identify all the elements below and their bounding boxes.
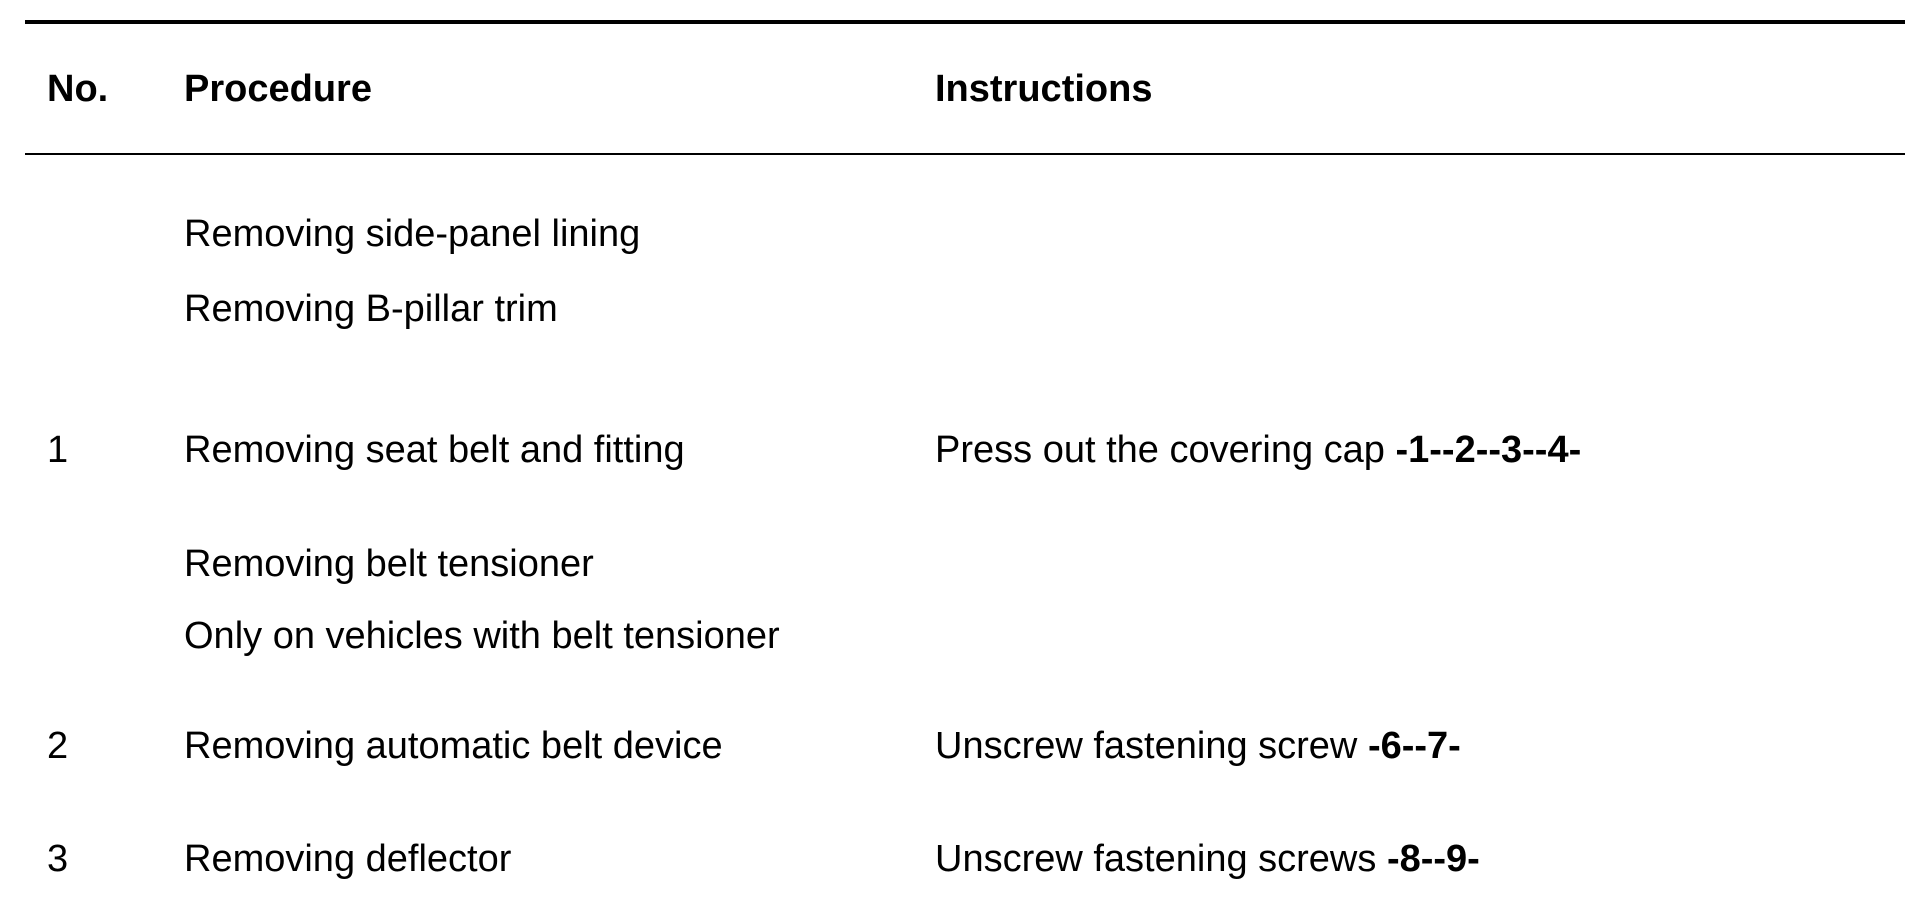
header-rule [25,153,1905,155]
step-number: 2 [47,725,69,767]
procedure-cell: Removing side-panel lining [184,213,641,255]
header-instructions: Instructions [935,68,1153,110]
procedure-cell: Removing belt tensioner [184,543,594,585]
instruction-refs: -8--9- [1386,838,1480,880]
instruction-refs: -1--2--3--4- [1395,429,1582,471]
instruction-text: Press out the covering cap [935,429,1396,471]
instruction-text: Unscrew fastening screws [935,838,1387,880]
instruction-text: Unscrew fastening screw [935,725,1368,767]
procedure-cell: Removing automatic belt device [184,725,723,767]
step-number: 1 [47,429,69,471]
instruction-cell [935,724,1461,768]
instruction-cell [935,837,1480,881]
header-no: No. [47,68,109,110]
header-procedure: Procedure [184,68,372,110]
top-rule [25,20,1905,24]
procedure-cell: Removing B-pillar trim [184,288,558,330]
procedure-note: Only on vehicles with belt tensioner [184,615,780,657]
procedure-cell: Removing seat belt and fitting [184,429,685,471]
instruction-cell [935,428,1581,472]
instruction-refs: -6--7- [1367,725,1461,767]
step-number: 3 [47,838,69,880]
procedure-cell: Removing deflector [184,838,512,880]
